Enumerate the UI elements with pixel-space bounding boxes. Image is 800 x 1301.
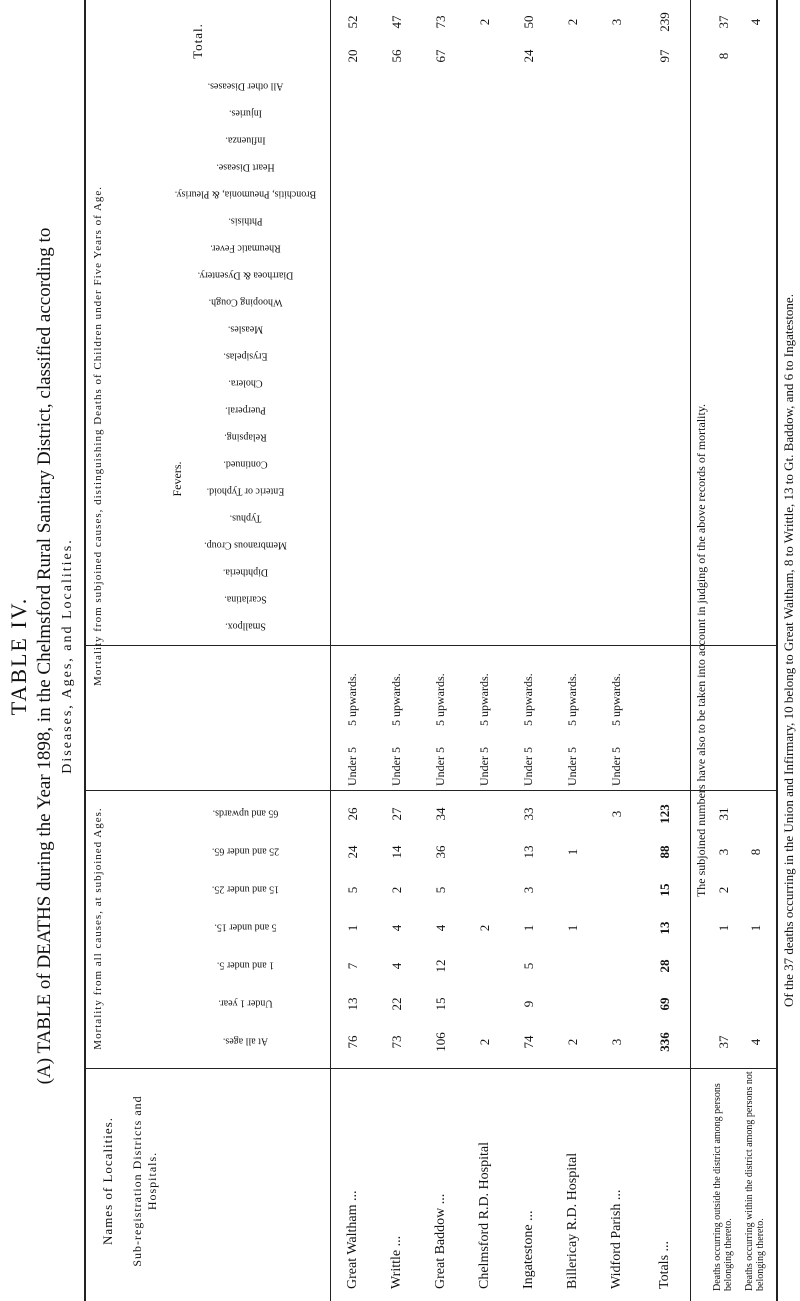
age-cell: 12 xyxy=(433,959,448,973)
disease-col-header: Cholera. xyxy=(228,377,263,389)
upwards-label: 5 upwards. xyxy=(521,673,535,726)
age-cell: 4 xyxy=(389,924,404,932)
table-subtitle: Diseases, Ages, and Localities. xyxy=(60,538,75,774)
total-under5: 67 xyxy=(433,49,448,63)
age-cell: 26 xyxy=(345,807,360,821)
age-cell: 22 xyxy=(389,997,404,1011)
total-upwards: 3 xyxy=(609,18,624,26)
age-cell: 1 xyxy=(345,924,360,932)
disease-header: Mortality from subjoined causes, distinguishing Deaths of Children under Five Years of Age. xyxy=(92,185,104,687)
totals-cell: 28 xyxy=(657,959,672,973)
age-cell: 4 xyxy=(389,962,404,970)
age-cell: 13 xyxy=(345,997,360,1011)
total-upwards: 47 xyxy=(389,15,404,29)
age-cell: 24 xyxy=(345,845,360,859)
under5-label: Under 5 xyxy=(609,747,623,786)
under5-label: Under 5 xyxy=(389,747,403,786)
disease-col-header: Bronchitis, Pneumonia, & Pleurisy. xyxy=(174,188,317,200)
locality-name: Writtle ... xyxy=(389,1235,404,1289)
extra-age-cell: 8 xyxy=(748,848,763,856)
upwards-label: 5 upwards. xyxy=(389,673,403,726)
total-header: Total. xyxy=(190,23,205,59)
disease-col-header: Relapsing. xyxy=(224,431,267,443)
age-cell: 4 xyxy=(433,924,448,932)
extra-age-cell: 2 xyxy=(716,886,731,894)
total-upwards: 50 xyxy=(521,15,536,29)
causes-divider xyxy=(84,790,776,791)
total-upwards: 52 xyxy=(345,15,360,29)
extra-age-cell: 37 xyxy=(716,1035,731,1049)
age-cell: 3 xyxy=(609,1038,624,1046)
extra-age-cell: 3 xyxy=(716,848,731,856)
age-cell: 1 xyxy=(521,924,536,932)
age-col-header: Under 1 year. xyxy=(218,997,273,1009)
within-label: Deaths occurring within the district among persons not belonging thereto. xyxy=(744,1071,766,1291)
locality-name: Great Baddow ... xyxy=(433,1193,448,1289)
disease-col-header: Rheumatic Fever. xyxy=(210,242,281,254)
age-col-header: 5 and under 15. xyxy=(214,921,277,933)
disease-col-header: Influenza. xyxy=(225,134,266,146)
total-under5: 56 xyxy=(389,49,404,63)
disease-col-header: Whooping Cough. xyxy=(208,296,283,308)
age-cell: 76 xyxy=(345,1035,360,1049)
upwards-label: 5 upwards. xyxy=(477,673,491,726)
table-number: TABLE IV. xyxy=(6,596,31,716)
upwards-label: 5 upwards. xyxy=(433,673,447,726)
extra-age-cell: 1 xyxy=(748,924,763,932)
locality-name: Widford Parish ... xyxy=(609,1189,624,1289)
extra-age-cell: 1 xyxy=(716,924,731,932)
age-cell: 5 xyxy=(345,886,360,894)
age-cell: 15 xyxy=(433,997,448,1011)
age-cell: 73 xyxy=(389,1035,404,1049)
age-cell: 2 xyxy=(565,1038,580,1046)
disease-col-header: Continued. xyxy=(223,458,268,470)
disease-col-header: Smallpox. xyxy=(225,620,266,632)
age-col-header: 65 and upwards. xyxy=(212,807,279,819)
disease-col-header: All other Diseases. xyxy=(207,80,284,92)
disease-col-header: Erysipelas. xyxy=(223,350,268,362)
age-cell: 1 xyxy=(565,924,580,932)
totals-cell: 123 xyxy=(657,804,672,824)
extra-age-cell: 4 xyxy=(748,1038,763,1046)
disease-col-header: Diarrhoea & Dysentery. xyxy=(197,269,294,281)
upwards-label: 5 upwards. xyxy=(345,673,359,726)
age-cell: 2 xyxy=(389,886,404,894)
total-upwards: 73 xyxy=(433,15,448,29)
locality-name: Chelmsford R.D. Hospital xyxy=(477,1142,492,1289)
outside-label: Deaths occurring outside the district among persons belonging thereto. xyxy=(712,1083,734,1291)
disease-col-header: Typhus. xyxy=(229,512,262,524)
subjoined-note: The subjoined numbers have also to be taken into account in judging of the above records of mortality. xyxy=(694,403,708,898)
age-cell: 3 xyxy=(521,886,536,894)
totals-rule xyxy=(690,0,691,1301)
bottom-rule xyxy=(776,0,778,1301)
footer-note: Of the 37 deaths occurring in the Union and Infirmary, 10 belong to Great Waltham, 8 to Writtle, 13 to Gt. Baddow, and 6 to Ingatestone. xyxy=(781,294,796,1007)
age-cell: 13 xyxy=(521,845,536,859)
locality-divider xyxy=(84,1068,776,1069)
under5-label: Under 5 xyxy=(521,747,535,786)
age-cell: 36 xyxy=(433,845,448,859)
totals-label: Totals ... xyxy=(657,1240,672,1289)
age-cell: 5 xyxy=(433,886,448,894)
age-cell: 5 xyxy=(521,962,536,970)
disease-col-header: Membranous Croup. xyxy=(204,539,287,551)
localities-header: Names of Localities. xyxy=(100,1117,115,1245)
extra-total-under5: 8 xyxy=(716,52,731,60)
disease-col-header: Injuries. xyxy=(228,107,263,119)
under5-label: Under 5 xyxy=(345,747,359,786)
top-rule xyxy=(84,0,86,1301)
extra-age-cell: 31 xyxy=(716,807,731,821)
age-cell: 2 xyxy=(477,1038,492,1046)
header-rule xyxy=(330,0,331,1301)
age-cell: 14 xyxy=(389,845,404,859)
disease-col-header: Measles. xyxy=(227,323,264,335)
age-cell: 7 xyxy=(345,962,360,970)
under5-label: Under 5 xyxy=(565,747,579,786)
age-cell: 1 xyxy=(565,848,580,856)
total-upwards: 2 xyxy=(565,18,580,26)
grand-total-under5: 97 xyxy=(657,49,672,63)
upwards-label: 5 upwards. xyxy=(609,673,623,726)
localities-subheader: Sub-registration Districts and Hospitals. xyxy=(130,1095,159,1267)
disease-col-header: Phthisis. xyxy=(228,215,263,227)
total-upwards: 2 xyxy=(477,18,492,26)
extra-total-upwards: 4 xyxy=(748,18,763,26)
under5-label: Under 5 xyxy=(433,747,447,786)
age-cell: 106 xyxy=(433,1032,448,1052)
disease-col-header: Diphtheria. xyxy=(222,566,269,578)
age-cell: 2 xyxy=(477,924,492,932)
fevers-label: Fevers. xyxy=(170,461,184,497)
age-col-header: At all ages. xyxy=(222,1035,269,1047)
age-cell: 74 xyxy=(521,1035,536,1049)
totals-cell: 336 xyxy=(657,1032,672,1052)
age-col-header: 25 and under 65. xyxy=(211,845,280,857)
extra-total-upwards: 37 xyxy=(716,15,731,29)
totals-cell: 88 xyxy=(657,845,672,859)
age-cell: 9 xyxy=(521,1000,536,1008)
totals-cell: 69 xyxy=(657,997,672,1011)
age-col-header: 1 and under 5. xyxy=(216,959,275,971)
locality-name: Great Waltham ... xyxy=(345,1190,360,1289)
age-cell: 33 xyxy=(521,807,536,821)
disease-col-header: Puerperal. xyxy=(225,404,266,416)
disease-col-header: Heart Disease. xyxy=(216,161,275,173)
table-title: (A) TABLE of DEATHS during the Year 1898, in the Chelmsford Rural Sanitary District, classified according to xyxy=(34,227,55,1085)
age-cell: 34 xyxy=(433,807,448,821)
age-col-divider xyxy=(84,645,776,646)
grand-total-upwards: 239 xyxy=(657,12,672,32)
disease-col-header: Enteric or Typhoid. xyxy=(206,485,285,497)
all-causes-header: Mortality from all causes, at subjoined Ages. xyxy=(92,807,104,1050)
locality-name: Ingatestone ... xyxy=(521,1210,536,1289)
totals-cell: 13 xyxy=(657,921,672,935)
total-under5: 24 xyxy=(521,49,536,63)
age-cell: 27 xyxy=(389,807,404,821)
age-cell: 3 xyxy=(609,810,624,818)
age-col-header: 15 and under 25. xyxy=(211,883,280,895)
locality-name: Billericay R.D. Hospital xyxy=(565,1152,580,1289)
upwards-label: 5 upwards. xyxy=(565,673,579,726)
under5-label: Under 5 xyxy=(477,747,491,786)
disease-col-header: Scarlatina. xyxy=(224,593,267,605)
totals-cell: 15 xyxy=(657,883,672,897)
total-under5: 20 xyxy=(345,49,360,63)
